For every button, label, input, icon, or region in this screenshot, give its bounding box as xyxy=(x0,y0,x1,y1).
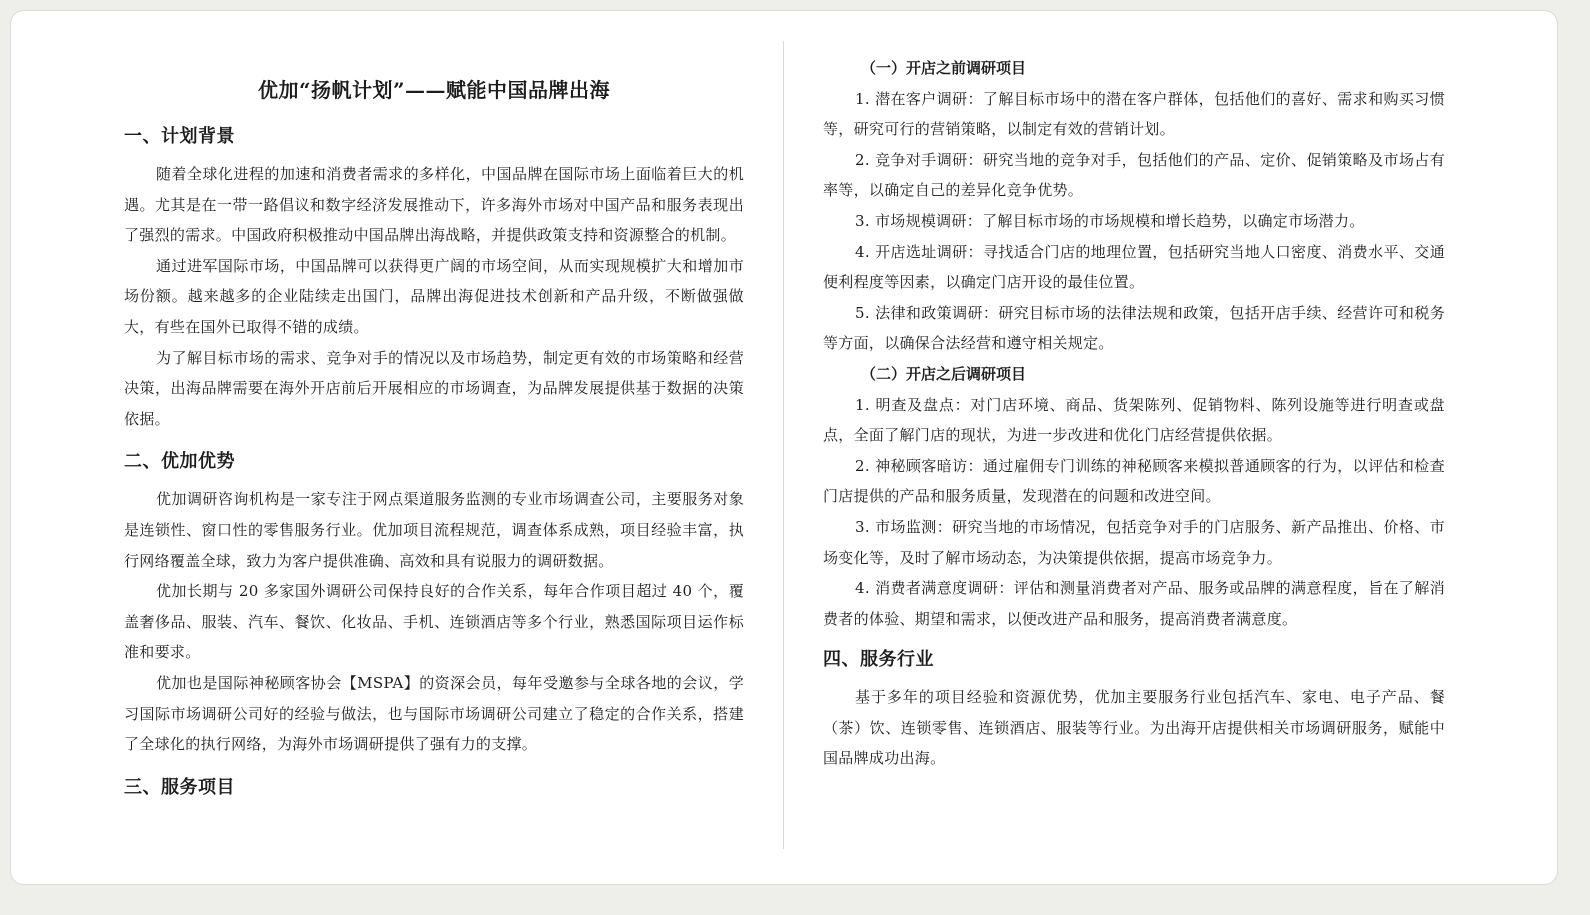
paragraph: 随着全球化进程的加速和消费者需求的多样化，中国品牌在国际市场上面临着巨大的机遇。尤其是在一带一路倡议和数字经济发展推动下，许多海外市场对中国产品和服务表现出了强烈的需求。中国政府积极推动中国品牌出海战略，并提供政策支持和资源整合的机制。 xyxy=(124,165,744,245)
list-item: 4. 开店选址调研：寻找适合门店的地理位置，包括研究当地人口密度、消费水平、交通便利程度等因素，以确定门店开设的最佳位置。 xyxy=(823,242,1445,292)
paragraph: 优加长期与 20 多家国外调研公司保持良好的合作关系，每年合作项目超过 40 个，覆盖奢侈品、服装、汽车、餐饮、化妆品、手机、连锁酒店等多个行业，熟悉国际项目运作标准和要求。 xyxy=(124,582,744,662)
left-column xyxy=(124,11,744,810)
list-item: 2. 竞争对手调研：研究当地的竞争对手，包括他们的产品、定价、促销策略及市场占有率等，以确定自己的差异化竞争优势。 xyxy=(823,150,1445,200)
list-item: 3. 市场监测：研究当地的市场情况，包括竞争对手的门店服务、新产品推出、价格、市场变化等，及时了解市场动态，为决策提供依据，提高市场竞争力。 xyxy=(823,517,1445,567)
subsection-heading-post-opening: （二）开店之后调研项目 xyxy=(861,364,1027,383)
list-item: 4. 消费者满意度调研：评估和测量消费者对产品、服务或品牌的满意程度，旨在了解消费者的体验、期望和需求，以便改进产品和服务，提高消费者满意度。 xyxy=(823,579,1445,628)
list-item: 1. 潜在客户调研：了解目标市场中的潜在客户群体，包括他们的喜好、需求和购买习惯等，研究可行的营销策略，以制定有效的营销计划。 xyxy=(823,89,1445,139)
subsection-heading-pre-opening: （一）开店之前调研项目 xyxy=(861,59,1027,77)
list-item: 1. 明查及盘点：对门店环境、商品、货架陈列、促销物料、陈列设施等进行明查或盘点，全面了解门店的现状，为进一步改进和优化门店经营提供依据。 xyxy=(823,395,1445,445)
paragraph: 优加调研咨询机构是一家专注于网点渠道服务监测的专业市场调查公司，主要服务对象是连锁性、窗口性的零售服务行业。优加项目流程规范，调查体系成熟，项目经验丰富，执行网络覆盖全球，致力为客户提供准确、高效和具有说服力的调研数据。 xyxy=(124,490,744,570)
document-title: 优加“扬帆计划”——赋能中国品牌出海 xyxy=(257,78,610,102)
section-heading-industries: 四、服务行业 xyxy=(823,649,934,671)
section-heading-services: 三、服务项目 xyxy=(124,776,235,798)
paragraph: 为了解目标市场的需求、竞争对手的情况以及市场趋势，制定更有效的市场策略和经营决策，出海品牌需要在海外开店前后开展相应的市场调查，为品牌发展提供基于数据的决策依据。 xyxy=(124,348,744,428)
right-column xyxy=(823,11,1445,774)
list-item: 3. 市场规模调研：了解目标市场的市场规模和增长趋势，以确定市场潜力。 xyxy=(855,211,1365,230)
section-heading-advantages: 二、优加优势 xyxy=(124,451,235,473)
paragraph: 通过进军国际市场，中国品牌可以获得更广阔的市场空间，从而实现规模扩大和增加市场份额。越来越多的企业陆续走出国门，品牌出海促进技术创新和产品升级，不断做强做大，有些在国外已取得不错的成绩。 xyxy=(124,256,744,336)
column-divider xyxy=(783,41,784,849)
document-page xyxy=(10,10,1558,885)
paragraph: 基于多年的项目经验和资源优势，优加主要服务行业包括汽车、家电、电子产品、餐（茶）饮、连锁零售、连锁酒店、服装等行业。为出海开店提供相关市场调研服务，赋能中国品牌成功出海。 xyxy=(823,688,1445,768)
section-heading-background: 一、计划背景 xyxy=(124,126,235,147)
list-item: 5. 法律和政策调研：研究目标市场的法律法规和政策，包括开店手续、经营许可和税务等方面，以确保合法经营和遵守相关规定。 xyxy=(823,303,1445,353)
paragraph: 优加也是国际神秘顾客协会【MSPA】的资深会员，每年受邀参与全球各地的会议，学习国际市场调研公司好的经验与做法，也与国际市场调研公司建立了稳定的合作关系，搭建了全球化的执行网络，为海外市场调研提供了强有力的支撑。 xyxy=(124,673,744,754)
list-item: 2. 神秘顾客暗访：通过雇佣专门训练的神秘顾客来模拟普通顾客的行为，以评估和检查门店提供的产品和服务质量，发现潜在的问题和改进空间。 xyxy=(823,456,1445,506)
